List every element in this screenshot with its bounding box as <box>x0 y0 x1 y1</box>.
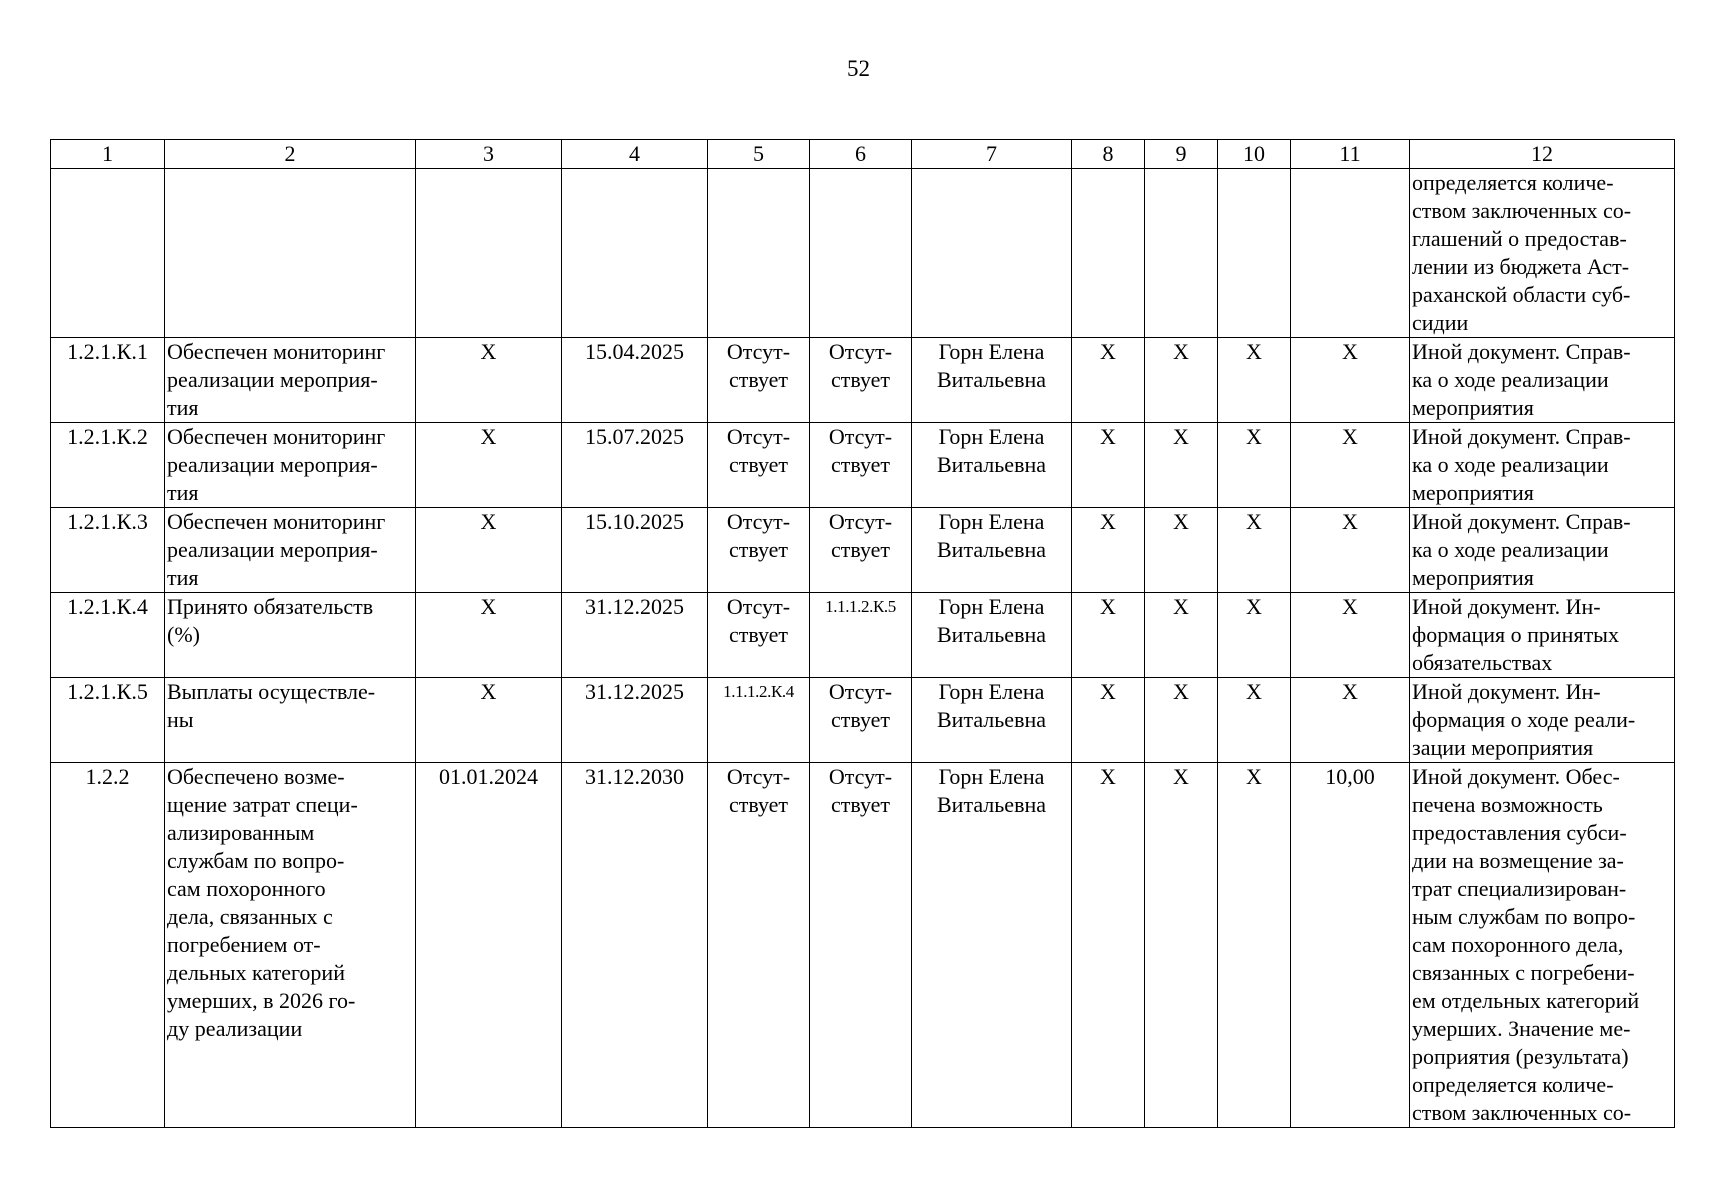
cell-10: X <box>1218 678 1291 763</box>
cell-9: X <box>1145 423 1218 508</box>
row-code: 1.2.1.К.5 <box>51 678 165 763</box>
responsible-person: Горн Елена Витальевна <box>912 338 1072 423</box>
measure-name: Принято обязательств (%) <box>165 593 416 678</box>
table-row <box>51 508 1675 593</box>
empty-cell <box>810 169 912 338</box>
cell-9: X <box>1145 678 1218 763</box>
responsible-person: Горн Елена Витальевна <box>912 678 1072 763</box>
predecessor: Отсут- ствует <box>708 423 810 508</box>
table-row <box>51 763 1675 1128</box>
cell-10: X <box>1218 338 1291 423</box>
empty-cell <box>1218 169 1291 338</box>
result-description: Иной документ. Ин- формация о ходе реали- зации мероприятия <box>1410 678 1675 763</box>
start-date: 01.01.2024 <box>416 763 562 1128</box>
responsible-person: Горн Елена Витальевна <box>912 508 1072 593</box>
end-date: 15.04.2025 <box>562 338 708 423</box>
column-header: 2 <box>165 140 416 169</box>
empty-cell <box>416 169 562 338</box>
responsible-person: Горн Елена Витальевна <box>912 593 1072 678</box>
measure-name: Выплаты осуществле- ны <box>165 678 416 763</box>
cell-9: X <box>1145 508 1218 593</box>
cell-11: X <box>1291 593 1410 678</box>
predecessor: 1.1.1.2.К.4 <box>708 678 810 763</box>
column-header: 10 <box>1218 140 1291 169</box>
end-date: 31.12.2025 <box>562 593 708 678</box>
empty-cell <box>51 169 165 338</box>
result-description: Иной документ. Справ- ка о ходе реализации мероприятия <box>1410 508 1675 593</box>
successor: Отсут- ствует <box>810 423 912 508</box>
table-row <box>51 423 1675 508</box>
cell-8: X <box>1072 763 1145 1128</box>
result-description: Иной документ. Ин- формация о принятых обязательствах <box>1410 593 1675 678</box>
empty-cell <box>165 169 416 338</box>
responsible-person: Горн Елена Витальевна <box>912 763 1072 1128</box>
cell-8: X <box>1072 423 1145 508</box>
table-row <box>51 338 1675 423</box>
end-date: 31.12.2030 <box>562 763 708 1128</box>
measures-table <box>50 139 1675 1128</box>
predecessor: Отсут- ствует <box>708 763 810 1128</box>
end-date: 31.12.2025 <box>562 678 708 763</box>
measure-name: Обеспечен мониторинг реализации мероприя- тия <box>165 508 416 593</box>
empty-cell <box>1291 169 1410 338</box>
measure-name: Обеспечен мониторинг реализации мероприя- тия <box>165 338 416 423</box>
predecessor: Отсут- ствует <box>708 338 810 423</box>
predecessor: Отсут- ствует <box>708 593 810 678</box>
cell-8: X <box>1072 508 1145 593</box>
cell-10: X <box>1218 508 1291 593</box>
cell-9: X <box>1145 593 1218 678</box>
column-header: 5 <box>708 140 810 169</box>
successor: Отсут- ствует <box>810 508 912 593</box>
row-code: 1.2.1.К.1 <box>51 338 165 423</box>
start-date: X <box>416 423 562 508</box>
column-header: 8 <box>1072 140 1145 169</box>
column-header: 12 <box>1410 140 1675 169</box>
row-code: 1.2.1.К.2 <box>51 423 165 508</box>
column-header: 3 <box>416 140 562 169</box>
cell-8: X <box>1072 338 1145 423</box>
result-description: Иной документ. Справ- ка о ходе реализации мероприятия <box>1410 423 1675 508</box>
table-row <box>51 593 1675 678</box>
successor: Отсут- ствует <box>810 678 912 763</box>
cell-8: X <box>1072 593 1145 678</box>
row-code: 1.2.1.К.3 <box>51 508 165 593</box>
cell-11: X <box>1291 423 1410 508</box>
end-date: 15.07.2025 <box>562 423 708 508</box>
empty-cell <box>1145 169 1218 338</box>
measure-name: Обеспечен мониторинг реализации мероприя- тия <box>165 423 416 508</box>
column-header: 11 <box>1291 140 1410 169</box>
cell-11: X <box>1291 508 1410 593</box>
successor: Отсут- ствует <box>810 338 912 423</box>
column-header: 7 <box>912 140 1072 169</box>
cell-9: X <box>1145 763 1218 1128</box>
measure-name: Обеспечено возме- щение затрат специ- ализированным службам по вопро- сам похоронного дела, связанных с погребением от- дельных категорий умерших, в 2026 го- ду реализации <box>165 763 416 1128</box>
empty-cell <box>1072 169 1145 338</box>
result-description: определяется количе- ством заключенных со- глашений о предостав- лении из бюджета Аст- раханской области суб- сидии <box>1410 169 1675 338</box>
start-date: X <box>416 508 562 593</box>
empty-cell <box>708 169 810 338</box>
cell-10: X <box>1218 763 1291 1128</box>
column-header: 6 <box>810 140 912 169</box>
empty-cell <box>912 169 1072 338</box>
column-header: 9 <box>1145 140 1218 169</box>
column-header: 4 <box>562 140 708 169</box>
responsible-person: Горн Елена Витальевна <box>912 423 1072 508</box>
cell-11: 10,00 <box>1291 763 1410 1128</box>
row-code: 1.2.1.К.4 <box>51 593 165 678</box>
predecessor: Отсут- ствует <box>708 508 810 593</box>
page-number: 52 <box>847 56 870 81</box>
successor: Отсут- ствует <box>810 763 912 1128</box>
result-description: Иной документ. Обес- печена возможность предоставления субси- дии на возмещение за- трат специализирован- ным службам по вопро- сам похоронного дела, связанных с погребени- ем отдельных категорий умерших. Значение ме- роприятия (результата) определяется количе- ством заключенных со- <box>1410 763 1675 1128</box>
continuation-row <box>51 169 1675 338</box>
start-date: X <box>416 593 562 678</box>
end-date: 15.10.2025 <box>562 508 708 593</box>
cell-8: X <box>1072 678 1145 763</box>
column-header: 1 <box>51 140 165 169</box>
cell-10: X <box>1218 593 1291 678</box>
cell-9: X <box>1145 338 1218 423</box>
start-date: X <box>416 678 562 763</box>
successor: 1.1.1.2.К.5 <box>810 593 912 678</box>
result-description: Иной документ. Справ- ка о ходе реализации мероприятия <box>1410 338 1675 423</box>
empty-cell <box>562 169 708 338</box>
cell-11: X <box>1291 678 1410 763</box>
table-row <box>51 678 1675 763</box>
cell-11: X <box>1291 338 1410 423</box>
start-date: X <box>416 338 562 423</box>
row-code: 1.2.2 <box>51 763 165 1128</box>
column-number-row <box>51 140 1675 169</box>
cell-10: X <box>1218 423 1291 508</box>
